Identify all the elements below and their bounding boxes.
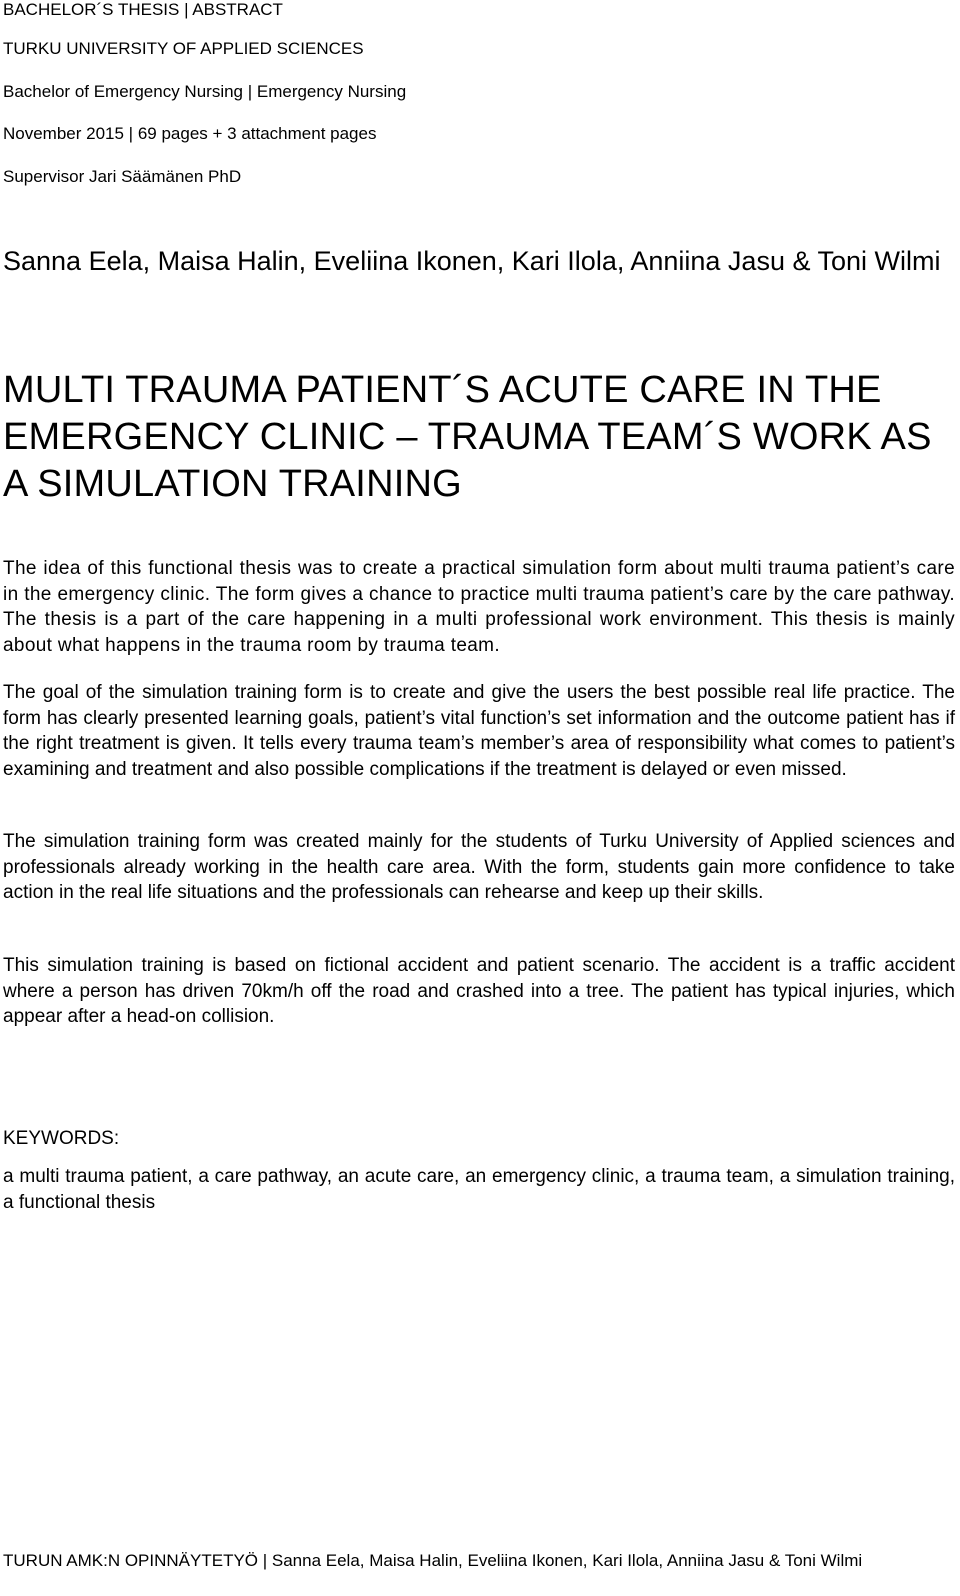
abstract-paragraph-3: The simulation training form was created mainly for the students of Turku University of Applied sciences and professionals already working in the health care area. With the form, students gain more confidence to take action in the real life situations and the professionals can rehearse and keep up their skills. <box>3 831 955 904</box>
page-footer: TURUN AMK:N OPINNÄYTETYÖ | Sanna Eela, Maisa Halin, Eveliina Ikonen, Kari Ilola, Anniina Jasu & Toni Wilmi <box>3 1551 863 1570</box>
abstract-page <box>3 0 955 1596</box>
abstract-paragraph-4: This simulation training is based on fictional accident and patient scenario. The accident is a traffic accident where a person has driven 70km/h off the road and crashed into a tree. The patient has typical injuries, which appear after a head-on collision. <box>3 955 955 1028</box>
degree-programme: Bachelor of Emergency Nursing | Emergency Nursing <box>3 82 407 101</box>
abstract-paragraph-1: The idea of this functional thesis was to create a practical simulation form about multi trauma patient’s care in the emergency clinic. The form gives a chance to practice multi trauma patient’s care by the care pathway. The thesis is a part of the care happening in a multi professional work environment. This thesis is mainly about what happens in the trauma room by trauma team. <box>3 558 955 656</box>
thesis-title: MULTI TRAUMA PATIENT´S ACUTE CARE IN THE EMERGENCY CLINIC – TRAUMA TEAM´S WORK AS A SIMULATION TRAINING <box>3 369 932 505</box>
keywords-heading: KEYWORDS: <box>3 1128 120 1149</box>
date-and-page-count: November 2015 | 69 pages + 3 attachment pages <box>3 124 377 143</box>
keywords-text: a multi trauma patient, a care pathway, an acute care, an emergency clinic, a trauma team, a simulation training, a functional thesis <box>3 1166 955 1213</box>
document-type: BACHELOR´S THESIS | ABSTRACT <box>3 0 283 19</box>
abstract-paragraph-2: The goal of the simulation training form is to create and give the users the best possible real life practice. The form has clearly presented learning goals, patient’s vital function’s set information and the outcome patient has if the right treatment is given. It tells every trauma team’s member’s area of responsibility what comes to patient’s examining and treatment and also possible complications if the treatment is delayed or even missed. <box>3 682 955 780</box>
supervisor-line: Supervisor Jari Säämänen PhD <box>3 167 242 186</box>
institution-name: TURKU UNIVERSITY OF APPLIED SCIENCES <box>3 39 364 58</box>
author-list: Sanna Eela, Maisa Halin, Eveliina Ikonen, Kari Ilola, Anniina Jasu & Toni Wilmi <box>3 246 941 276</box>
